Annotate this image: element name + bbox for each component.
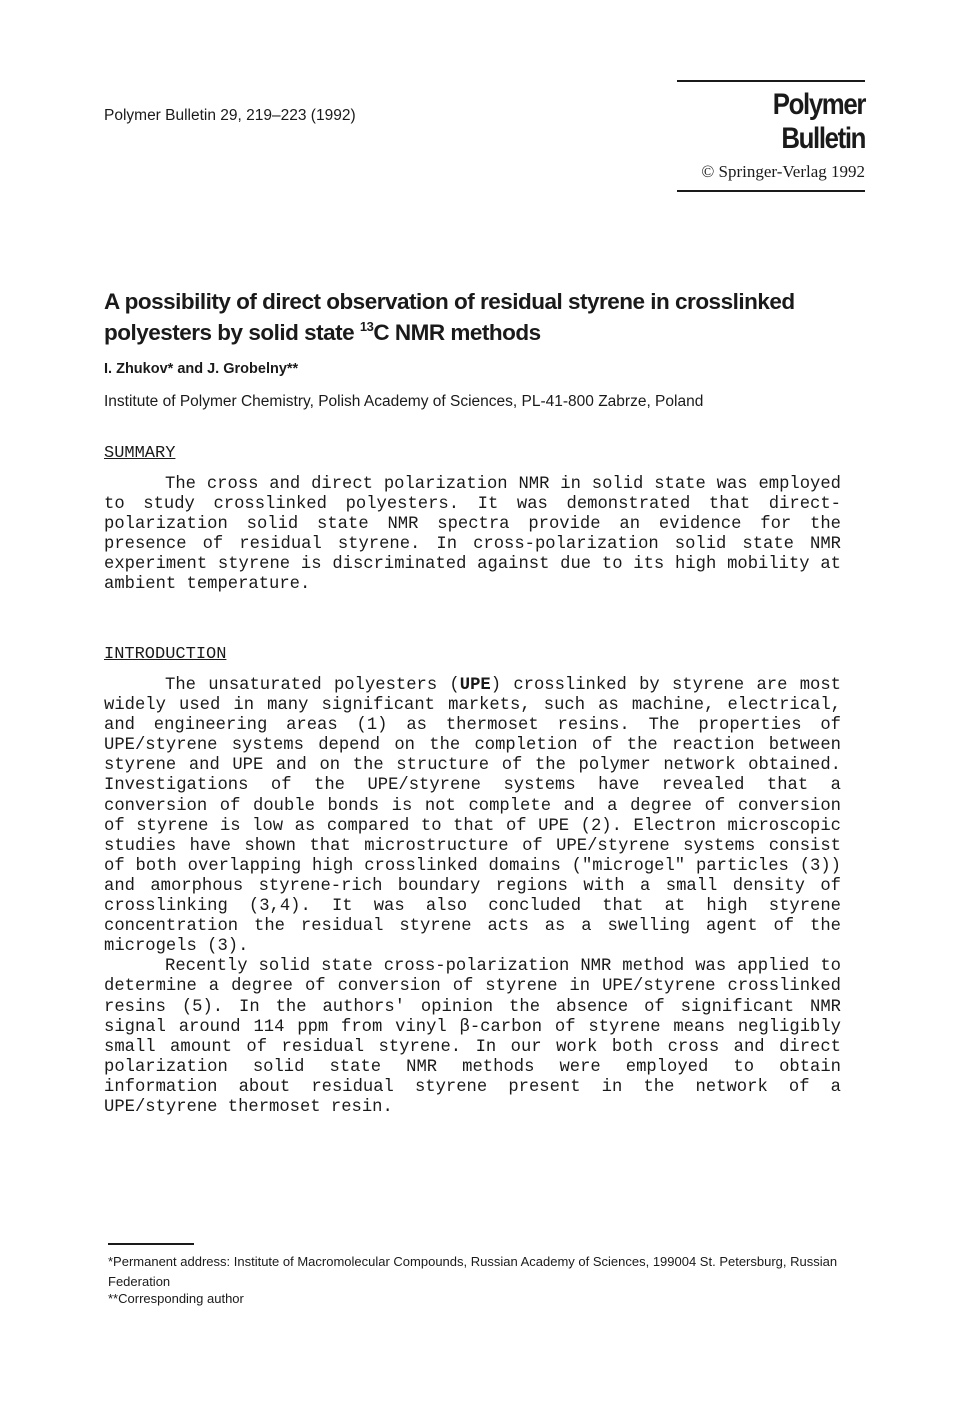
masthead-bottom-rule xyxy=(677,190,865,192)
summary-paragraph: The cross and direct polarization NMR in solid state was employed to study crosslinked polyesters. It was demonstrated that direct-polarization solid state NMR spectra provide an evidence for the presence of residual styrene. In cross-polarization solid state NMR experiment styrene is discriminated against due to its high mobility at ambient temperature. xyxy=(104,475,841,595)
introduction-section xyxy=(104,676,841,1118)
title-isotope-superscript: 13 xyxy=(359,319,374,334)
intro-p1-start: The unsaturated polyesters ( xyxy=(165,676,460,695)
authors: I. Zhukov* and J. Grobelny** xyxy=(104,361,299,377)
intro-p1-rest: ) crosslinked by styrene are most widely used in many significant markets, such as machine, electrical, and engineering areas (1) as thermoset resins. The properties of UPE/styrene systems depend on the completion of the reaction between styrene and UPE and on the structure of the polymer network obtained. Investigations of the UPE/styrene systems have revealed that a conversion of double bonds is not complete and a degree of conversion of styrene is low as compared to that of UPE (2). Electron microscopic studies have shown that microstructure of UPE/styrene systems consist of both overlapping high crosslinked domains ("microgel" particles (3)) and amorphous styrene-rich boundary regions with a small density of crosslinking (3,4). It was also concluded that at high styrene concentration the residual styrene acts as a swelling agent of the microgels (3). xyxy=(104,676,841,957)
introduction-heading: INTRODUCTION xyxy=(104,645,227,664)
masthead-title: Polymer Bulletin xyxy=(772,88,865,155)
intro-p1-bold-abbrev: UPE xyxy=(459,676,491,695)
paper-title xyxy=(104,286,884,348)
introduction-paragraph-2: Recently solid state cross-polarization NMR method was applied to determine a degree of conversion of styrene in UPE/styrene crosslinked resins (5). In the authors' opinion the absence of significant NMR signal around 114 ppm from vinyl β-carbon of styrene means negligibly small amount of residual styrene. In our work both cross and direct polarization solid state NMR methods were employed to obtain information about residual styrene present in the network of a UPE/styrene thermoset resin. xyxy=(104,957,841,1117)
introduction-paragraph-1 xyxy=(104,676,841,957)
title-text: A possibility of direct observation of residual styrene in crosslinked polyesters by solid state xyxy=(104,289,795,345)
title-text-end: C NMR methods xyxy=(373,320,541,345)
masthead-top-rule xyxy=(677,80,865,82)
summary-heading: SUMMARY xyxy=(104,444,176,463)
summary-section xyxy=(104,475,841,596)
affiliation: Institute of Polymer Chemistry, Polish Academy of Sciences, PL-41-800 Zabrze, Poland xyxy=(104,393,704,410)
footnote-rule xyxy=(108,1243,194,1245)
footnote-corresponding-author: **Corresponding author xyxy=(108,1291,244,1306)
masthead-copyright: © Springer-Verlag 1992 xyxy=(701,162,865,181)
journal-masthead xyxy=(677,80,865,192)
journal-reference: Polymer Bulletin 29, 219–223 (1992) xyxy=(104,107,356,124)
footnote-permanent-address: *Permanent address: Institute of Macromolecular Compounds, Russian Academy of Sciences, 199004 St. Petersburg, Russian Federation xyxy=(108,1254,838,1289)
